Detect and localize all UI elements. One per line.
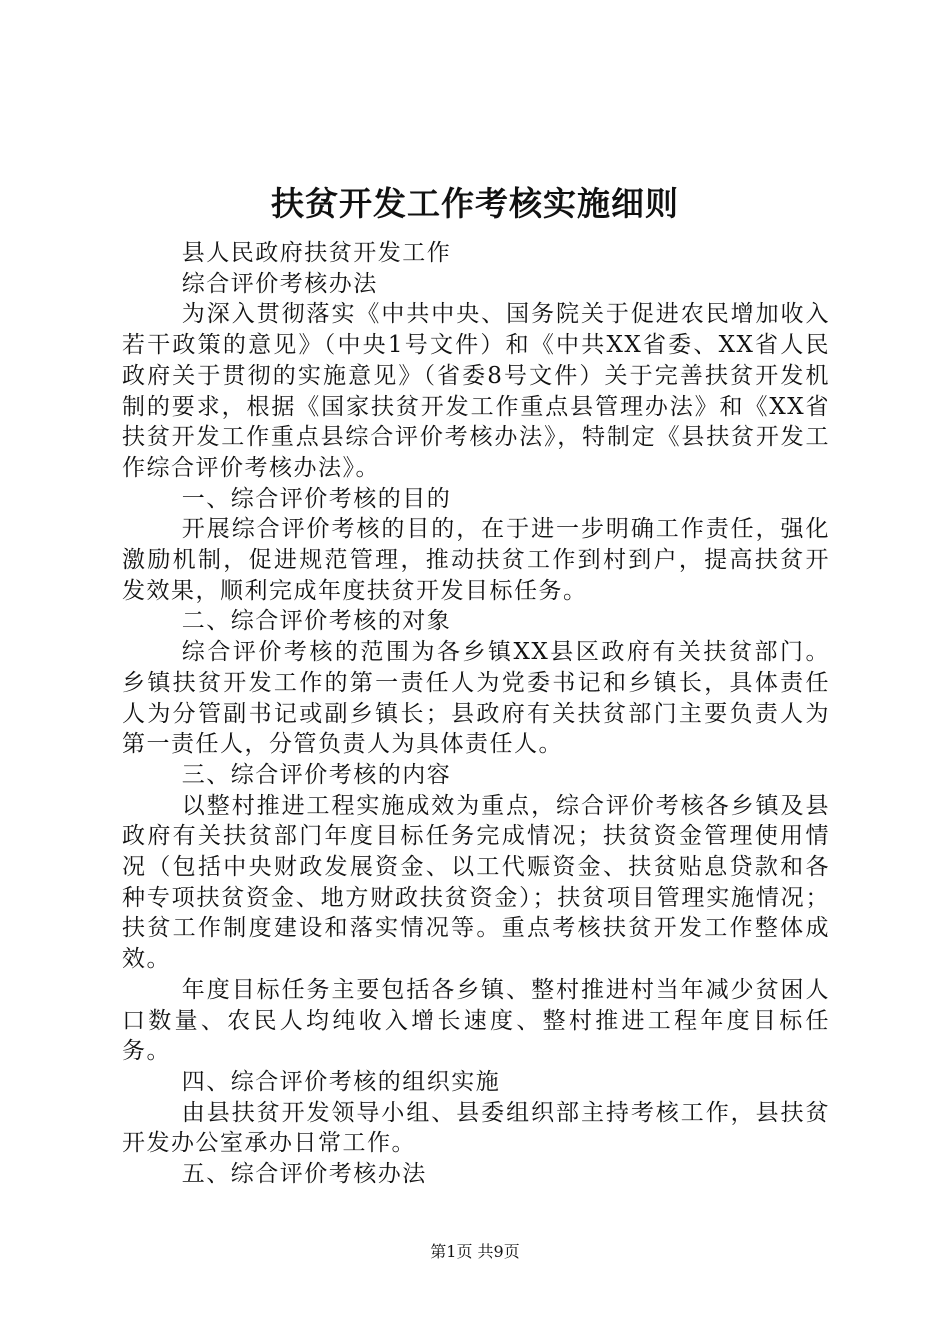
document-title: 扶贫开发工作考核实施细则	[271, 184, 679, 223]
section-heading-4: 四、综合评价考核的组织实施	[181, 1068, 501, 1095]
paragraph-annual-targets: 年度目标任务主要包括各乡镇、整村推进村当年减少贫困人口数量、农民人均纯收入增长速度、整村推进工程年度目标任务。	[122, 976, 830, 1065]
paragraph-intro: 为深入贯彻落实《中共中央、国务院关于促进农民增加收入若干政策的意见》（中央1号文件）和《中共XX省委、XX省人民政府关于贯彻的实施意见》（省委8号文件）关于完善扶贫开发机制的要求，根据《国家扶贫开发工作重点县管理办法》和《XX省扶贫开发工作重点县综合评价考核办法》，特制定《县扶贫开发工作综合评价考核办法》。	[122, 301, 830, 481]
paragraph-scope: 综合评价考核的范围为各乡镇XX县区政府有关扶贫部门。乡镇扶贫开发工作的第一责任人为党委书记和乡镇长，具体责任人为分管副书记或副乡镇长；县政府有关扶贫部门主要负责人为第一责任人，分管负责人为具体责任人。	[122, 639, 830, 758]
paragraph-subtitle-2: 综合评价考核办法	[181, 270, 378, 297]
paragraph-subtitle-1: 县人民政府扶贫开发工作	[181, 240, 452, 266]
section-heading-3: 三、综合评价考核的内容	[181, 761, 452, 788]
paragraph-content: 以整村推进工程实施成效为重点，综合评价考核各乡镇及县政府有关扶贫部门年度目标任务完成情况；扶贫资金管理使用情况（包括中央财政发展资金、以工代赈资金、扶贫贴息贷款和各种专项扶贫资金、地方财政扶贫资金）；扶贫项目管理实施情况；扶贫工作制度建设和落实情况等。重点考核扶贫开发工作整体成效。	[122, 792, 830, 973]
document-body	[122, 238, 830, 1190]
page-number: 第1页 共9页	[430, 1242, 520, 1261]
paragraph-purpose: 开展综合评价考核的目的，在于进一步明确工作责任，强化激励机制，促进规范管理，推动扶贫工作到村到户，提高扶贫开发效果，顺利完成年度扶贫开发目标任务。	[122, 516, 830, 604]
section-heading-1: 一、综合评价考核的目的	[181, 485, 452, 512]
section-heading-5: 五、综合评价考核办法	[181, 1161, 427, 1188]
section-heading-2: 二、综合评价考核的对象	[181, 608, 452, 635]
paragraph-organization: 由县扶贫开发领导小组、县委组织部主持考核工作，县扶贫开发办公室承办日常工作。	[122, 1099, 830, 1157]
